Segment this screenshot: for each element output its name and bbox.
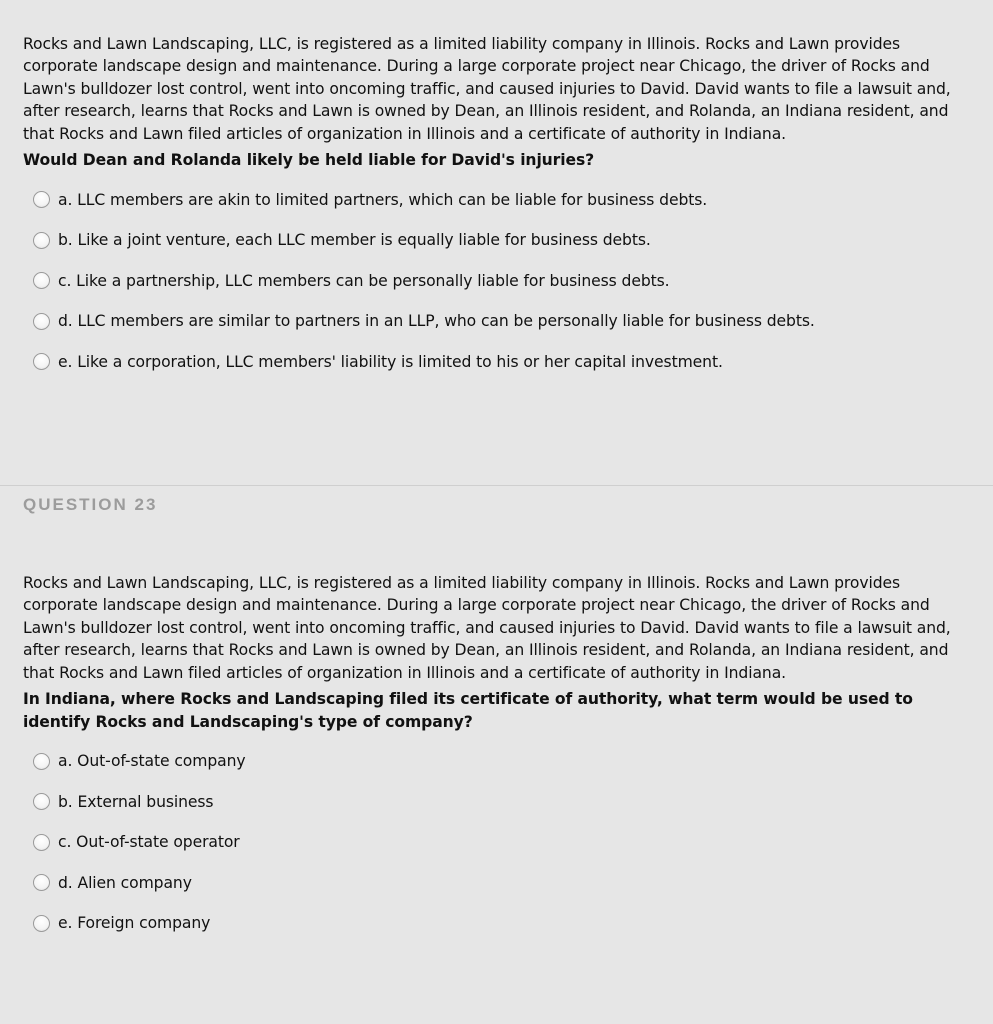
question-divider: [0, 485, 993, 486]
radio-button[interactable]: [33, 272, 50, 289]
question-22-options: [23, 180, 970, 383]
radio-button[interactable]: [33, 191, 50, 208]
radio-button[interactable]: [33, 753, 50, 770]
question-23-option-b[interactable]: [23, 782, 970, 823]
question-22-block: [0, 33, 993, 382]
radio-button[interactable]: [33, 232, 50, 249]
option-label: c. Out-of-state operator: [58, 833, 240, 852]
radio-button[interactable]: [33, 313, 50, 330]
option-label: c. Like a partnership, LLC members can be personally liable for business debts.: [58, 271, 670, 290]
option-label: b. External business: [58, 792, 214, 811]
question-23-option-c[interactable]: [23, 822, 970, 863]
question-23-block: [0, 572, 993, 944]
question-22-option-a[interactable]: [23, 180, 970, 221]
question-22-prompt: Would Dean and Rolanda likely be held liable for David's injuries?: [23, 151, 595, 170]
question-23-header: QUESTION 23: [23, 495, 158, 514]
option-label: a. Out-of-state company: [58, 752, 246, 771]
radio-button[interactable]: [33, 834, 50, 851]
question-22-option-e[interactable]: [23, 342, 970, 383]
option-label: a. LLC members are akin to limited partners, which can be liable for business debts.: [58, 190, 708, 209]
radio-button[interactable]: [33, 915, 50, 932]
question-23-stem: Rocks and Lawn Landscaping, LLC, is registered as a limited liability company in Illinois. Rocks and Lawn provides corporate landscape design and maintenance. During a large corporate project near Chicago, the driver of Rocks and Lawn's bulldozer lost control, went into oncoming traffic, and caused injuries to David. David wants to file a lawsuit and, after research, learns that Rocks and Lawn is owned by Dean, an Illinois resident, and Rolanda, an Indiana resident, and that Rocks and Lawn filed articles of organization in Illinois and a certificate of authority in Indiana.: [23, 574, 951, 682]
question-23-prompt: In Indiana, where Rocks and Landscaping filed its certificate of authority, what term would be used to identify Rocks and Landscaping's type of company?: [23, 690, 913, 731]
question-23-options: [23, 741, 970, 944]
option-label: d. LLC members are similar to partners in an LLP, who can be personally liable for business debts.: [58, 312, 815, 331]
question-22-option-c[interactable]: [23, 261, 970, 302]
radio-button[interactable]: [33, 874, 50, 891]
radio-button[interactable]: [33, 353, 50, 370]
question-22-option-d[interactable]: [23, 301, 970, 342]
question-23-option-e[interactable]: [23, 903, 970, 944]
option-label: b. Like a joint venture, each LLC member is equally liable for business debts.: [58, 231, 651, 250]
option-label: e. Foreign company: [58, 914, 211, 933]
option-label: d. Alien company: [58, 873, 192, 892]
option-label: e. Like a corporation, LLC members' liability is limited to his or her capital investment.: [58, 352, 723, 371]
question-23-option-d[interactable]: [23, 863, 970, 904]
radio-button[interactable]: [33, 793, 50, 810]
question-23-option-a[interactable]: [23, 741, 970, 782]
question-22-option-b[interactable]: [23, 220, 970, 261]
question-22-stem: Rocks and Lawn Landscaping, LLC, is registered as a limited liability company in Illinois. Rocks and Lawn provides corporate landscape design and maintenance. During a large corporate project near Chicago, the driver of Rocks and Lawn's bulldozer lost control, went into oncoming traffic, and caused injuries to David. David wants to file a lawsuit and, after research, learns that Rocks and Lawn is owned by Dean, an Illinois resident, and Rolanda, an Indiana resident, and that Rocks and Lawn filed articles of organization in Illinois and a certificate of authority in Indiana.: [23, 35, 951, 143]
